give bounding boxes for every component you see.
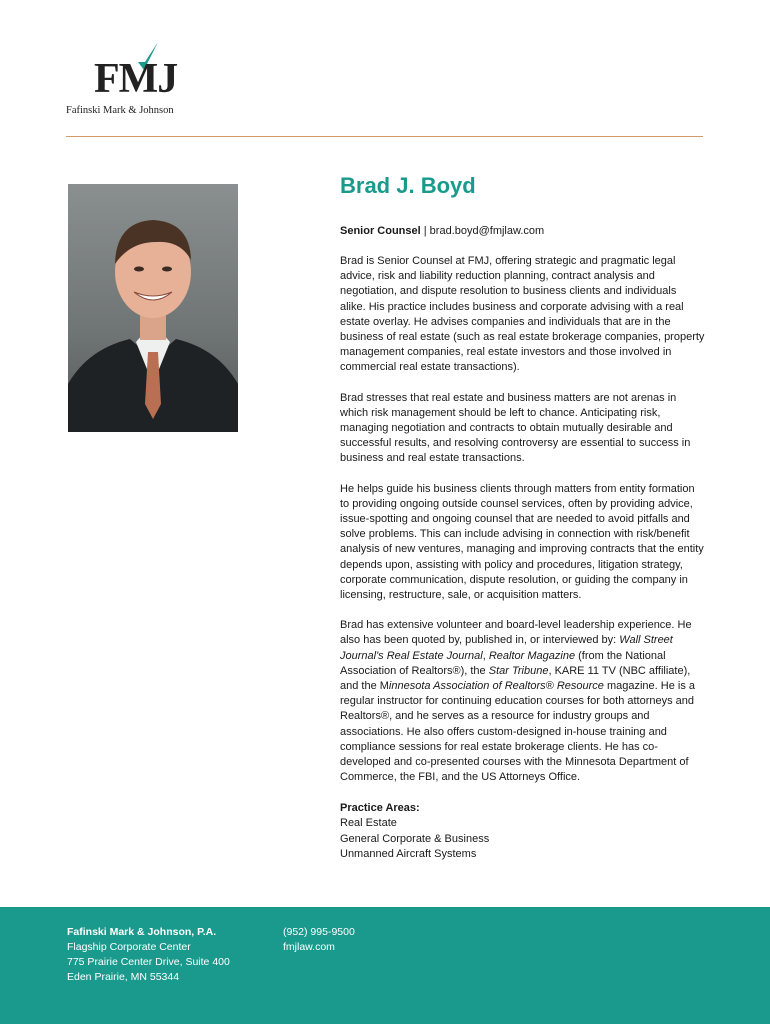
footer-street: 775 Prairie Center Drive, Suite 400 [67,956,230,968]
logo-letters: FMJ [94,56,178,102]
bio-p4-text-2: , [482,649,489,662]
bio-p4-text-5: magazine. He is a regular instructor for continuing education courses for both attorneys and Realtors®, and he serves as a resource for industry groups and associations. He also offers custom-designed in-house training and compliance sessions for real estate brokerage clients. He has co-developed and co-presented courses with the Minnesota Department of Commerce, the FBI, and the US Attorneys Office. [340,680,696,784]
publication-realtor-magazine: Realtor Magazine [488,649,576,662]
footer-firm-name: Fafinski Mark & Johnson, P.A. [67,926,217,938]
title-separator: | [420,225,430,237]
bio-p4-text-3: (from the National Association of Realtors®), the [340,649,666,677]
practice-area-item: Real Estate [340,817,397,829]
footer-contact [283,925,355,955]
attorney-photo [68,184,238,432]
publication-star-tribune: Star Tribune [488,664,549,677]
footer-address [67,925,230,985]
footer-city: Eden Prairie, MN 55344 [67,971,180,983]
practice-area-item: General Corporate & Business [340,832,490,845]
firm-logo [66,40,196,120]
bio-p4-text-1: Brad has extensive volunteer and board-level leadership experience. He also has been quoted by, published in, or interviewed by: [340,619,692,647]
attorney-title: Senior Counsel [340,225,421,237]
bio-content [340,171,705,863]
bio-p4-text-4: , KARE 11 TV (NBC affiliate), and the M [340,664,691,693]
bio-paragraph-3: He helps guide his business clients through matters from entity formation to providing ongoing outside counsel services, often by providing advice, issue-spotting and ongoing counsel that are needed to avoid pitfalls and solve problems. This can include advising in connection with risk/benefit analysis of new ventures, managing and improving contracts that the entity depends upon, assisting with policy and procedures, litigation strategy, corporate communication, dispute resolution, or guiding the company in licensing, restructure, sale, or acquisition matters. [340,482,704,602]
bio-paragraph-1: Brad is Senior Counsel at FMJ, offering strategic and pragmatic legal advice, risk and liability reduction planning, contract analysis and negotiation, and dispute resolution to business clients and individuals alike. His practice includes business and corporate advising with a real estate overlay. He advises companies and individuals that are in the business of real estate (such as real estate brokerage companies, property management companies, real estate investors and those involved in commercial real estate transactions). [340,255,705,374]
footer-building: Flagship Corporate Center [67,941,191,953]
logo-firm-name: Fafinski Mark & Johnson [66,105,174,116]
title-line [340,224,705,239]
footer [0,907,770,1024]
publication-wsj: Wall Street Journal's Real Estate Journal [340,634,673,662]
footer-phone[interactable]: (952) 995-9500 [283,926,355,938]
portrait-illustration [68,184,238,432]
header-divider [66,136,703,137]
attorney-email[interactable]: brad.boyd@fmjlaw.com [429,225,545,237]
publication-mar-resource: innesota Association of Realtors® Resource [388,680,604,693]
bio-paragraph-2: Brad stresses that real estate and business matters are not arenas in which risk management should be left to chance. Anticipating risk, managing negotiation and contracts to obtain mutually desirable and successful results, and resolving controversy are essential to success in business and real estate transactions. [340,391,691,465]
practice-areas-heading: Practice Areas: [340,801,420,814]
bio-paragraph-4 [340,618,705,785]
attorney-name: Brad J. Boyd [340,173,476,198]
practice-area-item: Unmanned Aircraft Systems [340,848,477,860]
footer-website[interactable]: fmjlaw.com [283,941,335,953]
